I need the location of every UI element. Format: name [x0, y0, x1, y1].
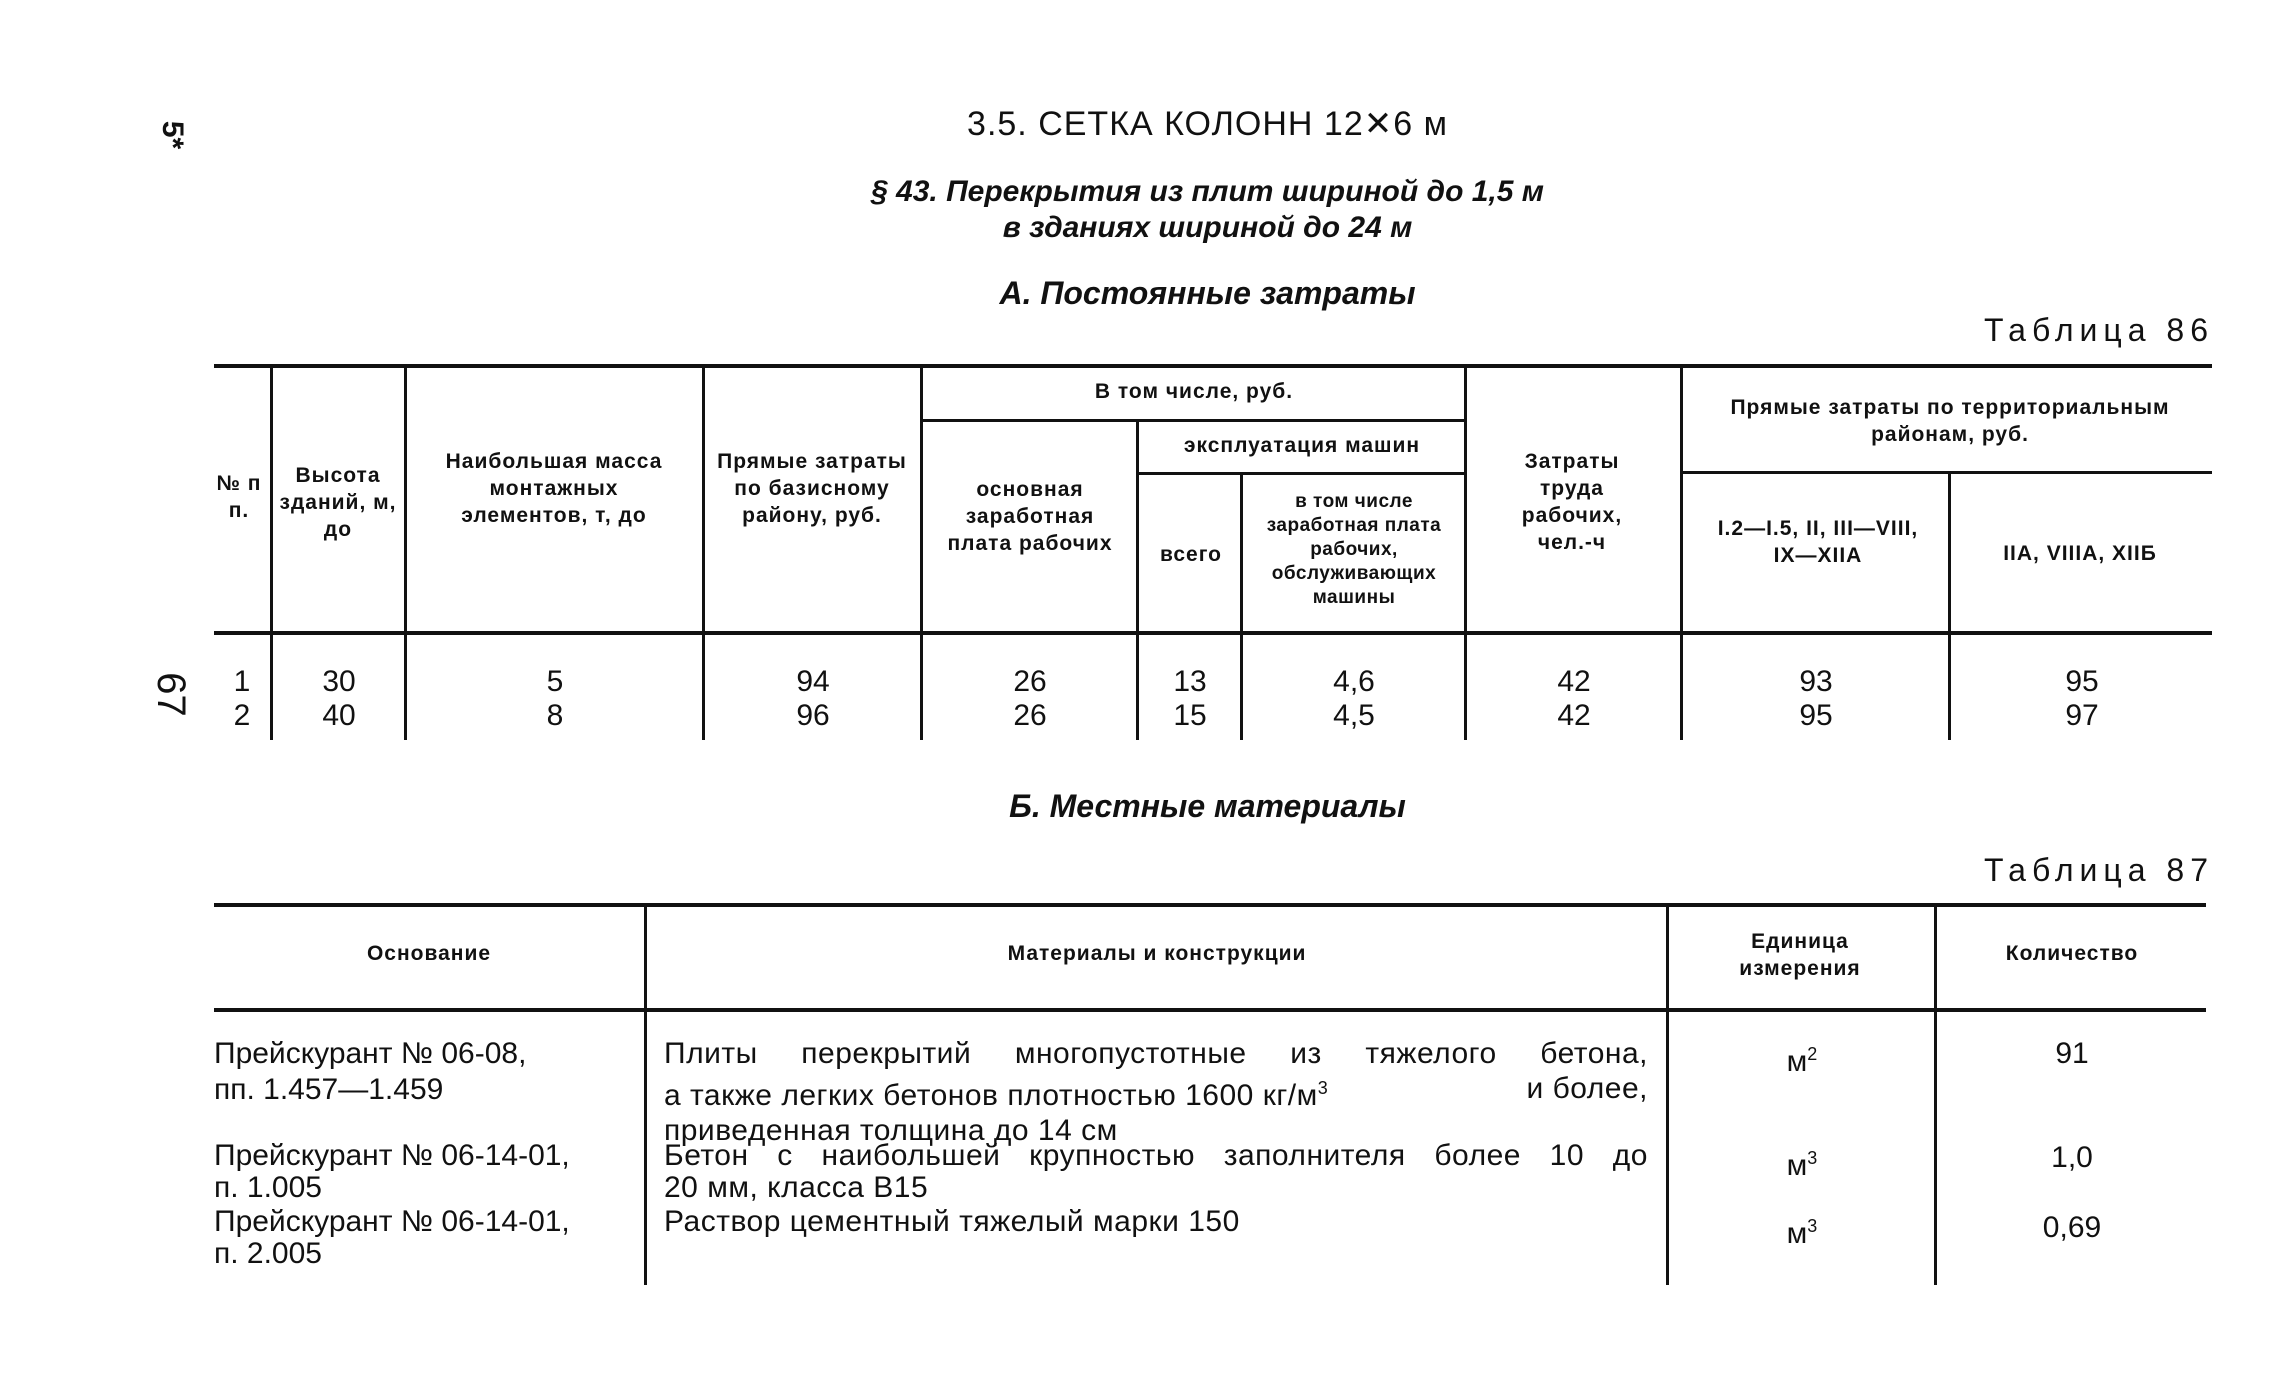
table86-col-sep	[1136, 420, 1139, 740]
t87-cell-unit: $м^3$	[1786, 1148, 1818, 1182]
table86-rule-machines	[1138, 472, 1466, 475]
t86-cell-machines-total: 13	[1173, 665, 1207, 698]
t87-hdr-qty: Количество	[2005, 942, 2139, 965]
t86-cell-height: 40	[322, 699, 356, 732]
table87-col-sep	[644, 905, 647, 1285]
t86-hdr-wages: основная заработная плата рабочих	[947, 478, 1113, 555]
table86-col-sep	[1464, 366, 1467, 740]
t86-cell-region1: 95	[1799, 699, 1833, 732]
t87-hdr-basis: Основание	[366, 942, 492, 965]
t86-cell-machines-wages: 4,5	[1333, 699, 1375, 732]
t86-cell-wages: 26	[1013, 665, 1047, 698]
t86-hdr-direct-regional: Прямые затраты по территориальным районам, руб.	[1730, 396, 2170, 446]
t86-hdr-region1: I.2—I.5, II, III—VIII, IX—XIIA	[1717, 517, 1919, 567]
t87-cell-qty: 0,69	[2042, 1211, 2102, 1244]
t86-cell-direct: 94	[796, 665, 830, 698]
paragraph-title	[0, 174, 2286, 246]
t86-cell-mass: 5	[546, 665, 564, 698]
table86-header-rule	[214, 631, 2212, 635]
table86-col-sep	[1240, 473, 1243, 740]
t86-cell-mass: 8	[546, 699, 564, 732]
table87-col-sep	[1934, 905, 1937, 1285]
t87-cell-unit: $м^3$	[1786, 1216, 1818, 1250]
table86-col-sep	[920, 366, 923, 740]
t86-cell-num: 2	[233, 699, 251, 732]
t86-cell-labor: 42	[1557, 665, 1591, 698]
table86-col-sep	[404, 366, 407, 740]
t86-cell-region1: 93	[1799, 665, 1833, 698]
table87-top-rule	[214, 903, 2206, 907]
t87-cell-unit: $м^2$	[1786, 1044, 1818, 1078]
t86-hdr-machines: эксплуатация машин	[1183, 434, 1421, 457]
t86-cell-machines-wages: 4,6	[1333, 665, 1375, 698]
t86-hdr-total: всего	[1159, 543, 1223, 566]
t86-hdr-height: Высота зданий, м, до	[279, 464, 397, 541]
t86-cell-height: 30	[322, 665, 356, 698]
t87-hdr-materials: Материалы и конструкции	[1007, 942, 1307, 965]
t87-cell-materials: Раствор цементный тяжелый марки 150	[664, 1205, 1240, 1238]
t86-hdr-labor: Затраты труда рабочих, чел.-ч	[1521, 450, 1623, 554]
table86-top-rule	[214, 364, 2212, 368]
table86-col-sep	[270, 366, 273, 740]
t87-cell-qty: 1,0	[2051, 1141, 2093, 1174]
table87-header-rule	[214, 1008, 2206, 1012]
table86-col-sep	[1680, 366, 1683, 740]
table87-label: Таблица 87	[1984, 852, 2214, 888]
t87-cell-materials: Бетон с наибольшей крупностью заполнителя более 10 до 20 мм, класса В15	[664, 1139, 1648, 1204]
table86-subtitle: А. Постоянные затраты	[999, 275, 1416, 311]
table86-col-sep	[1948, 472, 1951, 740]
t86-cell-region2: 95	[2065, 665, 2099, 698]
t86-cell-num: 1	[233, 665, 251, 698]
t86-cell-region2: 97	[2065, 699, 2099, 732]
t87-cell-basis: Прейскурант № 06-14-01, п. 2.005	[214, 1205, 570, 1270]
paragraph-title-line2: в зданиях шириной до 24 м	[1002, 211, 1413, 244]
t86-hdr-region2: IIA, VIIIA, XIIБ	[2003, 542, 2157, 565]
t86-cell-machines-total: 15	[1173, 699, 1207, 732]
page-number: 67	[148, 672, 193, 717]
section-title: 3.5. СЕТКА КОЛОНН 12✕6 м	[967, 105, 1448, 143]
margin-mark: 5*	[156, 120, 190, 150]
paragraph-title-line1: § 43. Перекрытия из плит шириной до 1,5 м	[871, 175, 1544, 208]
t86-hdr-incl-wages: в том числе заработная плата рабочих, обслуживающих машины	[1266, 491, 1442, 608]
t86-cell-wages: 26	[1013, 699, 1047, 732]
t86-hdr-direct-base: Прямые затраты по базисному району, руб.	[717, 450, 907, 527]
t87-cell-qty: 91	[2055, 1037, 2089, 1070]
t87-hdr-unit: Единица измерения	[1739, 930, 1861, 980]
table86-col-sep	[702, 366, 705, 740]
t87-cell-materials: Плиты перекрытий многопустотные из тяжелого бетона, а также легких бетонов плотностью 1600 $кг/м^3$ и более, приведенная толщина до 14 см	[664, 1037, 1648, 1147]
t86-hdr-mass: Наибольшая масса монтажных элементов, т, до	[445, 450, 663, 527]
table87-subtitle: Б. Местные материалы	[1009, 788, 1406, 824]
t86-hdr-num: № п п.	[216, 472, 262, 522]
table86-rule-incl	[922, 419, 1466, 422]
t86-hdr-incl: В том числе, руб.	[1094, 380, 1294, 403]
t87-cell-basis: Прейскурант № 06-14-01, п. 1.005	[214, 1139, 570, 1204]
table86-rule-regional	[1682, 471, 2212, 474]
t87-cell-basis: Прейскурант № 06-08, пп. 1.457—1.459	[214, 1037, 527, 1106]
table87-col-sep	[1666, 905, 1669, 1285]
t86-cell-labor: 42	[1557, 699, 1591, 732]
table86-label: Таблица 86	[1984, 312, 2214, 348]
t86-cell-direct: 96	[796, 699, 830, 732]
